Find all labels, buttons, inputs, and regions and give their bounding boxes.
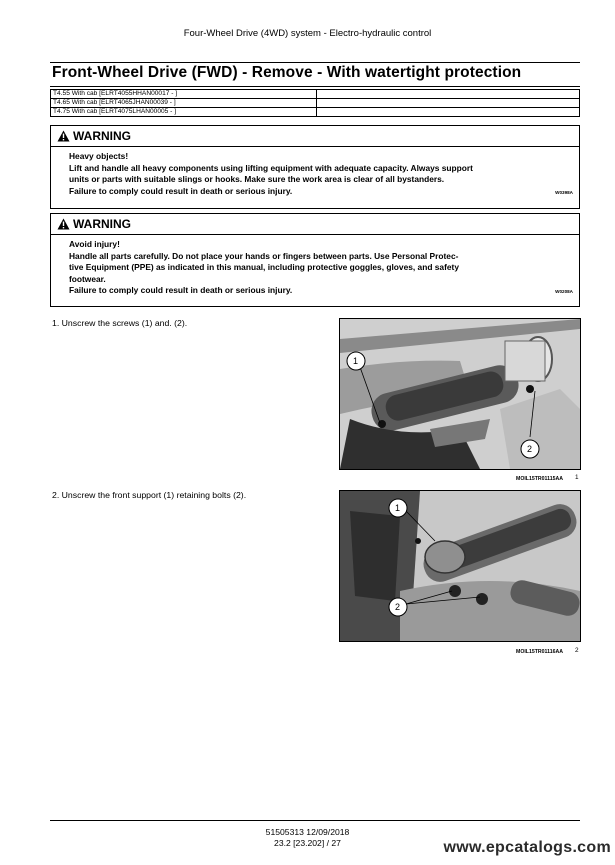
figure-1-caption: MOIL15TR01115AA bbox=[516, 476, 563, 482]
warning-heading bbox=[51, 214, 579, 235]
callout-label: 2 bbox=[527, 444, 533, 454]
footer-doc-line: 51505313 12/09/2018 bbox=[265, 827, 350, 837]
warning-line: Heavy objects! bbox=[69, 151, 129, 161]
warning-line: Lift and handle all heavy components using lifting equipment with adequate capacity. Always support bbox=[69, 162, 473, 173]
model-cell: T4.55 With cab [ELRT4055HHAN00017 - ] bbox=[51, 90, 317, 99]
warning-heading-text: WARNING bbox=[73, 217, 131, 231]
figure-2-number: 2 bbox=[575, 647, 579, 654]
warning-code: W0208A bbox=[555, 289, 573, 295]
table-row bbox=[51, 99, 580, 108]
page-title: Front-Wheel Drive (FWD) - Remove - With watertight protection bbox=[52, 64, 522, 81]
footer-page-line: 23.2 [23.202] / 27 bbox=[274, 838, 341, 848]
table-row bbox=[51, 90, 580, 99]
warning-line: Avoid injury! bbox=[69, 239, 120, 249]
callout-label: 1 bbox=[395, 503, 401, 513]
warning-heading-text: WARNING bbox=[73, 129, 131, 143]
warning-heading bbox=[51, 126, 579, 147]
figure-1-photo bbox=[339, 318, 581, 470]
figure-1-number: 1 bbox=[575, 474, 579, 481]
model-cell-empty bbox=[317, 99, 580, 108]
figure-2-photo bbox=[339, 490, 581, 642]
model-cell: T4.65 With cab [ELRT4065JHAN00039 - ] bbox=[51, 99, 317, 108]
step-1-text: 1. Unscrew the screws (1) and. (2). bbox=[52, 318, 188, 328]
callout-label: 1 bbox=[353, 356, 359, 366]
warning-code: W0398A bbox=[555, 189, 573, 195]
title-top-rule bbox=[50, 62, 580, 63]
warning-line: footwear. bbox=[69, 273, 106, 284]
site-watermark: www.epcatalogs.com bbox=[443, 839, 611, 856]
warning-triangle-icon bbox=[57, 130, 70, 142]
model-cell-empty bbox=[317, 90, 580, 99]
warning-box-heavy-objects bbox=[50, 125, 580, 209]
model-cell: T4.75 With cab [ELRT4075LHAN00005 - ] bbox=[51, 108, 317, 117]
footer-rule bbox=[50, 820, 580, 821]
warning-line: Failure to comply could result in death or serious injury. bbox=[69, 185, 293, 196]
warning-triangle-icon bbox=[57, 218, 70, 230]
callout-label: 2 bbox=[395, 602, 401, 612]
warning-body bbox=[51, 235, 579, 301]
figure-1-illustration bbox=[340, 319, 580, 469]
step-2-text: 2. Unscrew the front support (1) retaining bolts (2). bbox=[52, 490, 247, 500]
figure-2-illustration bbox=[340, 491, 580, 641]
warning-line: Handle all parts carefully. Do not place your hands or fingers between parts. Use Personal Protec- bbox=[69, 250, 459, 261]
warning-line: units or parts with suitable slings or hooks. Make sure the work area is clear of all bystanders. bbox=[69, 174, 445, 185]
title-bottom-rule bbox=[50, 86, 580, 87]
figure-2-caption: MOIL15TR01116AA bbox=[516, 649, 563, 655]
warning-box-avoid-injury bbox=[50, 213, 580, 307]
warning-body bbox=[51, 147, 579, 201]
model-table bbox=[50, 89, 580, 117]
model-cell-empty bbox=[317, 108, 580, 117]
warning-line: tive Equipment (PPE) as indicated in this manual, including protective goggles, gloves, and safety bbox=[69, 262, 459, 273]
table-row bbox=[51, 108, 580, 117]
running-header: Four-Wheel Drive (4WD) system - Electro-hydraulic control bbox=[183, 28, 432, 39]
warning-line: Failure to comply could result in death or serious injury. bbox=[69, 285, 293, 296]
